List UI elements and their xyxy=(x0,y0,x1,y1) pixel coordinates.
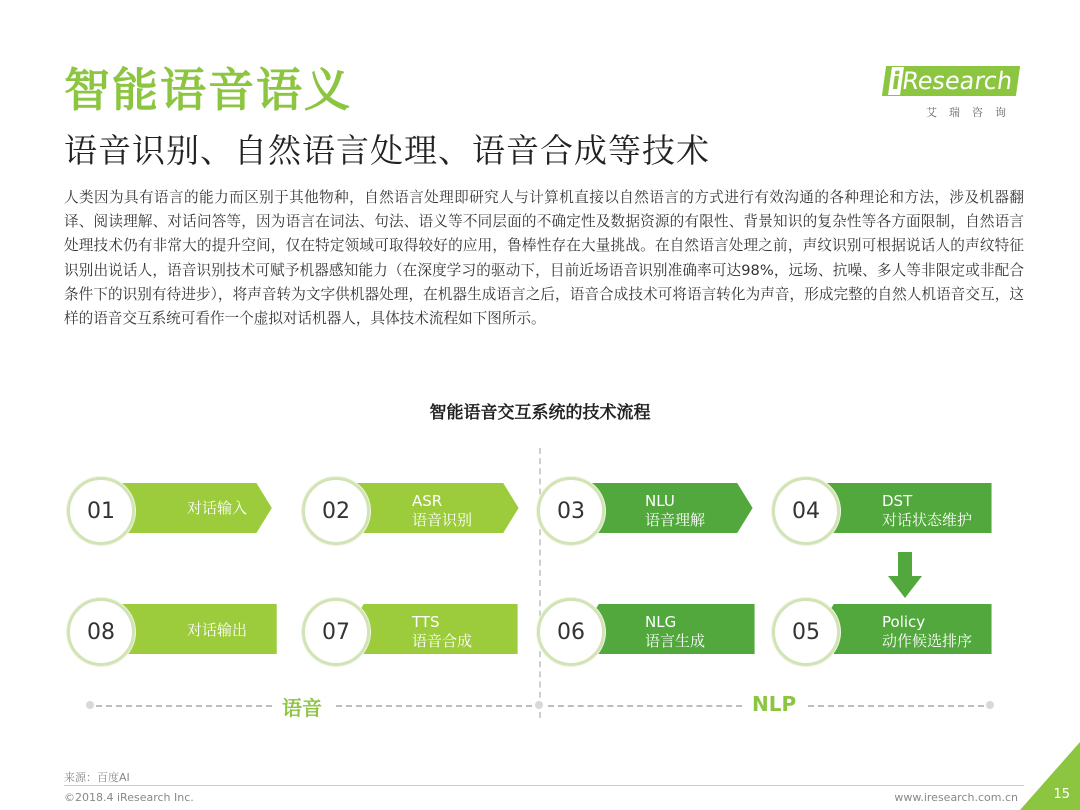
page-title: 智能语音语义 xyxy=(64,63,352,117)
diagram-title: 智能语音交互系统的技术流程 xyxy=(429,403,651,423)
step-07-circle: 07 xyxy=(302,598,370,666)
step-08-circle: 08 xyxy=(67,598,135,666)
logo-i: i xyxy=(889,67,902,95)
iresearch-logo xyxy=(884,58,1024,124)
body-paragraph: 人类因为具有语言的能力而区别于其他物种，自然语言处理即研究人与计算机直接以自然语言的方式进行有效沟通的各种理论和方法，涉及机器翻译、阅读理解、对话问答等，因为语言在词法、句法、语义等不同层面的不确定性及数据资源的有限性、背景知识的复杂性等各方面限制，自然语言处理技术仍有非常大的提升空间，仅在特定领域可取得较好的应用，鲁棒性存在大量挑战。在自然语言处理之前，声纹识别可根据说话人的声纹特征识别出说话人，语音识别技术可赋予机器感知能力（在深度学习的驱动下，目前近场语音识别准确率可达98%，远场、抗噪、多人等非限定或非配合条件下的识别有待进步），将声音转为文字供机器处理，在机器生成语言之后，语音合成技术可将语言转化为声音，形成完整的自然人机语音交互，这样的语音交互系统可看作一个虚拟对话机器人，具体技术流程如下图所示。 xyxy=(64,189,1024,328)
step-01-text: 对话输入 xyxy=(187,499,248,517)
logo-wordmark xyxy=(882,66,1021,96)
scale-mid-dot xyxy=(535,701,543,709)
step-08-text: 对话输出 xyxy=(187,621,248,639)
step-08-label xyxy=(187,621,247,640)
label-speech: 语音 xyxy=(282,696,322,720)
step-05-text: 动作候选排序 xyxy=(882,632,973,650)
step-07-label xyxy=(412,613,472,651)
step-07-abbr: TTS xyxy=(412,613,440,631)
page-number: 15 xyxy=(1053,787,1070,802)
step-04-text: 对话状态维护 xyxy=(882,511,973,529)
step-05-abbr: Policy xyxy=(882,613,926,631)
step-01-label xyxy=(187,499,247,518)
scale-line-left-2 xyxy=(336,705,532,707)
step-02-label xyxy=(412,492,472,530)
step-06-label xyxy=(645,613,705,651)
scale-line-right-2 xyxy=(808,705,984,707)
step-01-circle: 01 xyxy=(67,477,135,545)
step-07-text: 语音合成 xyxy=(412,632,473,650)
step-02-text: 语音识别 xyxy=(412,511,473,529)
step-02-abbr: ASR xyxy=(412,492,443,510)
logo-subtext: 艾瑞咨询 xyxy=(926,106,1018,119)
step-06-circle: 06 xyxy=(537,598,605,666)
page-corner-decoration xyxy=(1020,742,1080,810)
down-arrow-icon xyxy=(888,552,922,598)
step-03-label xyxy=(645,492,705,530)
scale-line-left-1 xyxy=(96,705,272,707)
step-04-circle: 04 xyxy=(772,477,840,545)
logo-research: Research xyxy=(899,67,1014,95)
scale-line-right-1 xyxy=(548,705,742,707)
step-05-circle: 05 xyxy=(772,598,840,666)
scale-start-dot xyxy=(86,701,94,709)
step-04-label xyxy=(882,492,972,530)
step-04-abbr: DST xyxy=(882,492,913,510)
step-05-label xyxy=(882,613,972,651)
step-03-text: 语音理解 xyxy=(645,511,706,529)
scale-end-dot xyxy=(986,701,994,709)
footer-rule xyxy=(64,785,1024,786)
step-06-text: 语言生成 xyxy=(645,632,706,650)
section-divider xyxy=(539,448,541,718)
label-nlp: NLP xyxy=(752,692,797,716)
copyright: ©2018.4 iResearch Inc. xyxy=(64,791,194,804)
step-03-circle: 03 xyxy=(537,477,605,545)
step-02-circle: 02 xyxy=(302,477,370,545)
step-06-abbr: NLG xyxy=(645,613,677,631)
source-note: 来源：百度AI xyxy=(64,771,130,784)
page-subtitle: 语音识别、自然语言处理、语音合成等技术 xyxy=(64,131,710,170)
website-link[interactable]: www.iresearch.com.cn xyxy=(894,791,1018,804)
step-03-abbr: NLU xyxy=(645,492,675,510)
